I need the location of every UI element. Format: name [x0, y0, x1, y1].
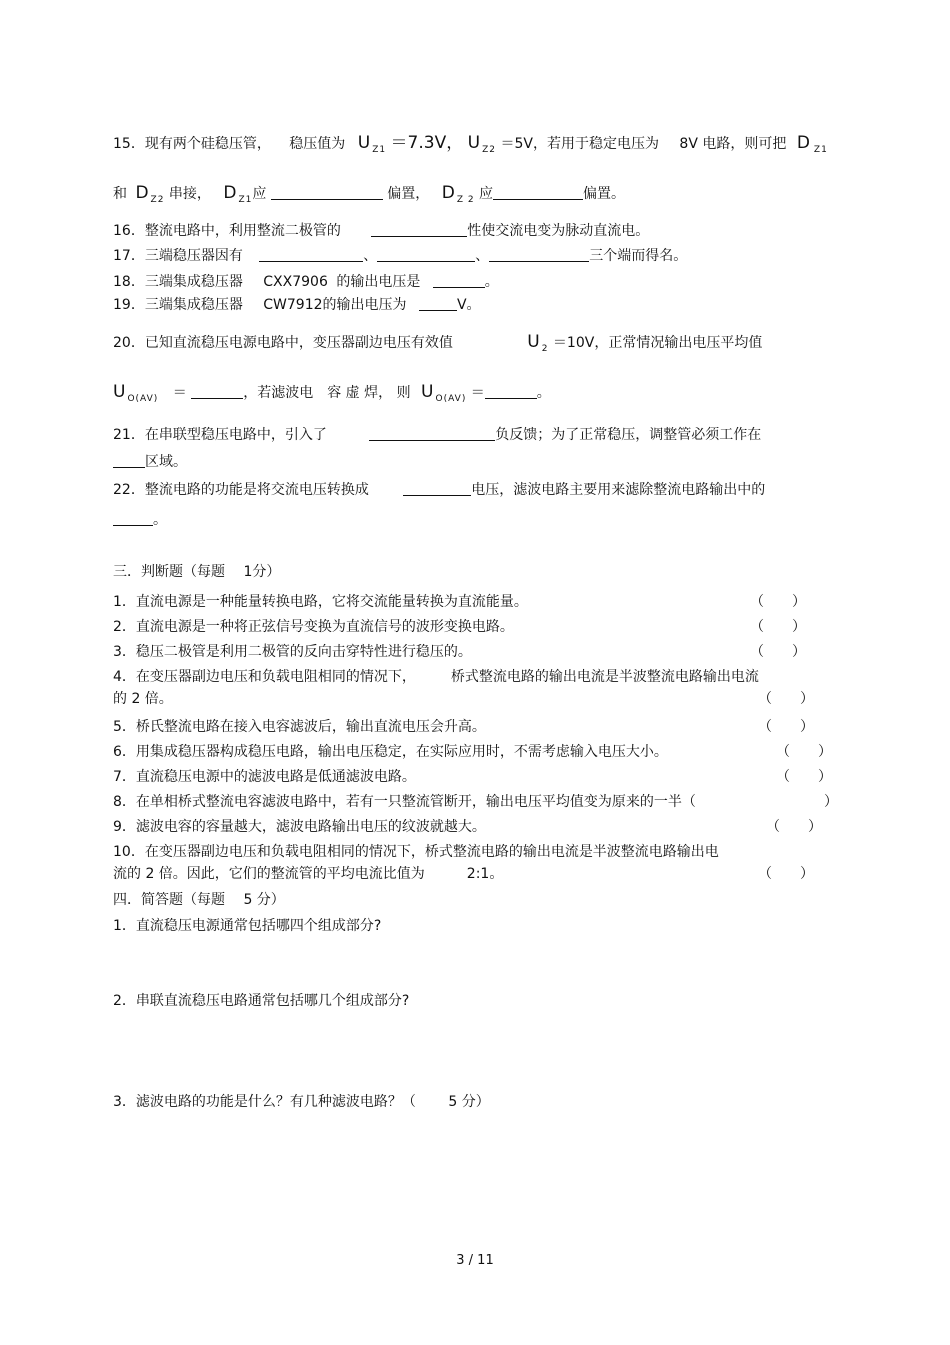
- q19: 19．三端集成稳压器 CW7912的输出电压为 V。: [113, 297, 481, 313]
- page-number: 3 / 11: [456, 1253, 494, 1268]
- q21-blank-1[interactable]: [369, 426, 495, 441]
- judge-item: 5．桥氏整流电路在接入电容滤波后，输出直流电压会升高。: [113, 719, 486, 735]
- judge-item-cont: 流的 2 倍。因此，它们的整流管的平均电流比值为 2:1。: [113, 866, 504, 882]
- q22-blank-2[interactable]: [113, 511, 153, 526]
- judge-item: 4．在变压器副边电压和负载电阻相同的情况下， 桥式整流电路的输出电流是半波整流电路输出电流: [113, 669, 759, 685]
- judge-item: 2．直流电源是一种将正弦信号变换为直流信号的波形变换电路。: [113, 619, 514, 635]
- q22: 22．整流电路的功能是将交流电压转换成 电压，滤波电路主要用来滤除整流电路输出中的: [113, 482, 766, 498]
- short-answer-question: 2．串联直流稳压电路通常包括哪几个组成部分?: [113, 993, 410, 1009]
- q20-line2: U $_{O(AV)}$ ＝ ，若滤波电 容 虚 焊， 则 U $_{O(AV)}$ ＝ 。: [113, 382, 551, 404]
- q17-blank-2[interactable]: [377, 247, 475, 262]
- judge-answer-box[interactable]: （ ）: [776, 744, 832, 760]
- judge-answer-box[interactable]: （ ）: [750, 644, 806, 660]
- judge-item: 8．在单相桥式整流电容滤波电路中，若有一只整流管断开，输出电压平均值变为原来的一半（: [113, 794, 696, 810]
- section4-heading: 四．简答题（每题 5 分）: [113, 892, 285, 908]
- q20-blank-1[interactable]: [191, 384, 243, 399]
- judge-answer-box[interactable]: ）: [824, 794, 838, 810]
- judge-answer-box[interactable]: （ ）: [758, 691, 814, 707]
- judge-item-cont: 的 2 倍。: [113, 691, 173, 707]
- q15-blank-dz1[interactable]: [271, 185, 383, 200]
- q18: 18．三端集成稳压器 CXX7906 的输出电压是 。: [113, 274, 499, 290]
- short-answer-question: 1．直流稳压电源通常包括哪四个组成部分?: [113, 918, 382, 934]
- short-answer-question: 3．滤波电路的功能是什么？有几种滤波电路？（ 5 分）: [113, 1094, 490, 1110]
- q15-line1: 15．现有两个硅稳压管， 稳压值为 U $_{Z1}$ ＝7.3V， U $_{Z2}$ ＝5V，若用于稳定电压为 8V 电路，则可把 D $_{Z1}$: [113, 133, 828, 155]
- judge-answer-box[interactable]: （ ）: [758, 866, 814, 882]
- q17-blank-3[interactable]: [489, 247, 589, 262]
- q22-line2: 。: [113, 511, 167, 529]
- q16: 16．整流电路中，利用整流二极管的 性使交流电变为脉动直流电。: [113, 223, 650, 239]
- section3-heading: 三．判断题（每题 1分）: [113, 564, 281, 580]
- q21-line2: 区域。: [113, 453, 187, 471]
- judge-item: 1．直流电源是一种能量转换电路，它将交流能量转换为直流能量。: [113, 594, 528, 610]
- judge-answer-box[interactable]: （ ）: [750, 619, 806, 635]
- q16-blank[interactable]: [371, 222, 467, 237]
- judge-answer-box[interactable]: （ ）: [750, 594, 806, 610]
- q21-blank-2[interactable]: [113, 453, 145, 468]
- q19-blank[interactable]: [419, 296, 457, 311]
- q15-line2: 和 D $_{Z2}$ 串接， D $_{Z1}$应 偏置， D $_{Z 2}$ 应 偏置。: [113, 183, 626, 205]
- judge-answer-box[interactable]: （ ）: [776, 769, 832, 785]
- q17-blank-1[interactable]: [259, 247, 363, 262]
- judge-item: 10．在变压器副边电压和负载电阻相同的情况下，桥式整流电路的输出电流是半波整流电路输出电: [113, 844, 719, 860]
- judge-answer-box[interactable]: （ ）: [758, 719, 814, 735]
- judge-item: 9．滤波电容的容量越大，滤波电路输出电压的纹波就越大。: [113, 819, 486, 835]
- judge-item: 7．直流稳压电源中的滤波电路是低通滤波电路。: [113, 769, 416, 785]
- q15-blank-dz2[interactable]: [493, 185, 583, 200]
- q21: 21．在串联型稳压电路中，引入了 负反馈；为了正常稳压，调整管必须工作在: [113, 427, 762, 443]
- q18-blank[interactable]: [433, 273, 485, 288]
- judge-item: 3．稳压二极管是利用二极管的反向击穿特性进行稳压的。: [113, 644, 472, 660]
- judge-answer-box[interactable]: （ ）: [766, 819, 822, 835]
- q17: 17．三端稳压器因有 、 、 三个端而得名。: [113, 248, 688, 264]
- q20-line1: 20．已知直流稳压电源电路中，变压器副边电压有效值 U $_2$ ＝10V，正常情况输出电压平均值: [113, 332, 763, 354]
- q20-blank-2[interactable]: [485, 384, 537, 399]
- q22-blank-1[interactable]: [403, 481, 471, 496]
- judge-item: 6．用集成稳压器构成稳压电路，输出电压稳定，在实际应用时，不需考虑输入电压大小。: [113, 744, 668, 760]
